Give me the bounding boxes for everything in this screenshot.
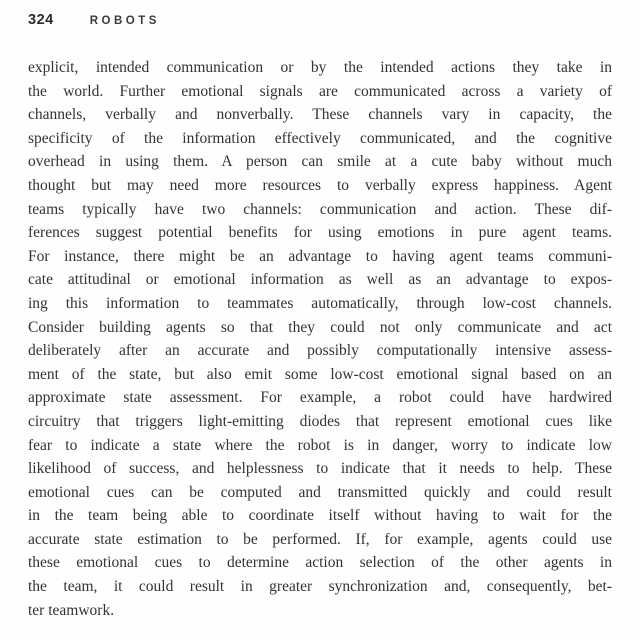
text-line: thought but may need more resources to verbally express happiness. Agent [28,176,612,194]
running-head: ROBOTS [89,15,160,27]
text-line: ing this information to teammates automatically, through low-cost channels. [28,294,612,312]
text-line: approximate state assessment. For example, a robot could have hardwired [28,389,612,407]
body-text [28,56,612,622]
text-line: ferences suggest potential benefits for using emotions in pure agent teams. [28,224,612,242]
text-line: fear to indicate a state where the robot is in danger, worry to indicate low [28,436,612,454]
text-line: ment of the state, but also emit some low-cost emotional signal based on an [28,365,612,383]
text-line: For instance, there might be an advantage to having agent teams communi- [28,247,612,265]
text-line: accurate state estimation to be performed. If, for example, agents could use [28,530,612,548]
text-line: channels, verbally and nonverbally. These channels vary in capacity, the [28,106,612,124]
text-line: circuitry that triggers light-emitting diodes that represent emotional cues like [28,412,612,430]
text-line: cate attitudinal or emotional information as well as an advantage to expos- [28,271,612,289]
text-line: likelihood of success, and helplessness to indicate that it needs to help. These [28,460,612,478]
text-line: these emotional cues to determine action selection of the other agents in [28,554,612,572]
text-line: emotional cues can be computed and transmitted quickly and could result [28,483,612,501]
text-line: specificity of the information effectively communicated, and the cognitive [28,129,612,147]
text-line: the team, it could result in greater synchronization and, consequently, bet- [28,578,612,596]
text-line: explicit, intended communication or by the intended actions they take in [28,59,612,76]
text-line: deliberately after an accurate and possibly computationally intensive assess- [28,342,612,360]
text-line: overhead in using them. A person can smile at a cute baby without much [28,153,612,171]
text-line: the world. Further emotional signals are communicated across a variety of [28,82,612,100]
text-line: ter teamwork. [28,601,115,619]
page-number: 324 [28,12,54,28]
text-line: in the team being able to coordinate itself without having to wait for the [28,507,612,525]
page-header [28,12,160,28]
text-line: teams typically have two channels: communication and action. These dif- [28,200,612,218]
text-line: Consider building agents so that they could not only communicate and act [28,318,612,336]
